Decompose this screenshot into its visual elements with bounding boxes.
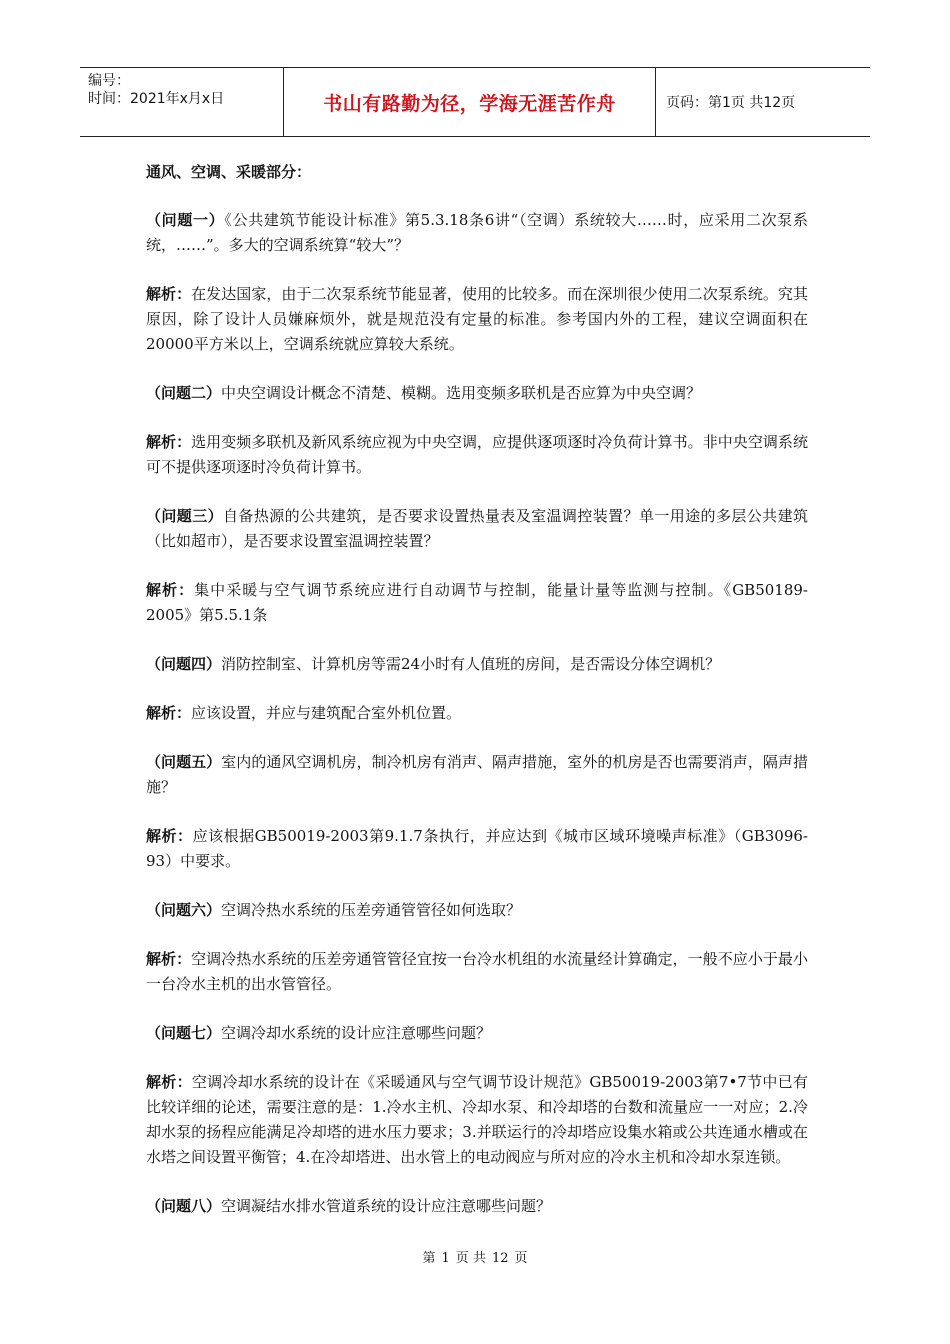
item-text: 室内的通风空调机房，制冷机房有消声、隔声措施，室外的机房是否也需要消声，隔声措施？ bbox=[146, 753, 808, 796]
item-label: （问题三） bbox=[146, 507, 224, 525]
question-3 bbox=[146, 504, 808, 554]
item-text: 应该根据GB50019-2003第9.1.7条执行，并应达到《城市区域环境噪声标准》（GB3096-93）中要求。 bbox=[146, 827, 808, 870]
answer-4 bbox=[146, 701, 808, 726]
page-header bbox=[80, 67, 870, 137]
item-text: 消防控制室、计算机房等需24小时有人值班的房间，是否需设分体空调机？ bbox=[221, 655, 721, 673]
item-text: 空调冷热水系统的压差旁通管管径宜按一台冷水机组的水流量经计算确定，一般不应小于最小一台冷水主机的出水管管径。 bbox=[146, 950, 808, 993]
question-4 bbox=[146, 652, 808, 677]
item-label: （问题六） bbox=[146, 901, 222, 919]
item-label: （问题七） bbox=[146, 1024, 222, 1042]
answer-3 bbox=[146, 578, 808, 628]
answer-6 bbox=[146, 947, 808, 997]
date-label: 时间：2021年x月x日 bbox=[88, 91, 225, 107]
header-left-cell bbox=[80, 68, 283, 136]
question-2 bbox=[146, 381, 808, 406]
item-text: 空调冷却水系统的设计在《采暖通风与空气调节设计规范》GB50019-2003第7•7节中已有比较详细的论述，需要注意的是：1.冷水主机、冷却水泵、和冷却塔的台数和流量应一一对应；2.冷却水泵的扬程应能满足冷却塔的进水压力要求；3.并联运行的冷却塔应设集水箱或公共连通水槽或在水塔之间设置平衡管；4.在冷却塔进、出水管上的电动阀应与所对应的冷水主机和冷却水泵连锁。 bbox=[146, 1073, 808, 1166]
item-text: 集中采暖与空气调节系统应进行自动调节与控制，能量计量等监测与控制。《GB50189-2005》第5.5.1条 bbox=[146, 581, 808, 624]
document-body bbox=[146, 160, 808, 1243]
item-label: （问题二） bbox=[146, 384, 222, 402]
page-footer bbox=[0, 1247, 950, 1266]
footer-page-total: 12 bbox=[491, 1251, 509, 1266]
footer-mid: 页 共 bbox=[455, 1251, 486, 1266]
item-label: （问题一） bbox=[146, 211, 225, 229]
question-8 bbox=[146, 1194, 808, 1219]
item-label: 解析： bbox=[146, 285, 192, 303]
item-text: 空调冷热水系统的压差旁通管管径如何选取？ bbox=[221, 901, 522, 919]
item-text: 选用变频多联机及新风系统应视为中央空调，应提供逐项逐时冷负荷计算书。非中央空调系统可不提供逐项逐时冷负荷计算书。 bbox=[146, 433, 808, 476]
question-1 bbox=[146, 208, 808, 258]
item-text: 空调冷却水系统的设计应注意哪些问题？ bbox=[221, 1024, 492, 1042]
item-text: 自备热源的公共建筑，是否要求设置热量表及室温调控装置？单一用途的多层公共建筑（比如超市），是否要求设置室温调控装置？ bbox=[146, 507, 808, 550]
footer-page-number: 1 bbox=[441, 1251, 450, 1266]
footer-prefix: 第 bbox=[422, 1251, 436, 1266]
question-5 bbox=[146, 750, 808, 800]
footer-suffix: 页 bbox=[514, 1251, 528, 1266]
answer-5 bbox=[146, 824, 808, 874]
item-label: 解析： bbox=[146, 581, 195, 599]
answer-2 bbox=[146, 430, 808, 480]
item-text: 应该设置，并应与建筑配合室外机位置。 bbox=[191, 704, 462, 722]
item-label: 解析： bbox=[146, 704, 192, 722]
item-label: 解析： bbox=[146, 433, 192, 451]
item-text: 在发达国家，由于二次泵系统节能显著，使用的比较多。而在深圳很少使用二次泵系统。究其原因，除了设计人员嫌麻烦外，就是规范没有定量的标准。参考国内外的工程，建议空调面积在20000平方米以上，空调系统就应算较大系统。 bbox=[146, 285, 808, 353]
answer-7 bbox=[146, 1070, 808, 1170]
number-label: 编号： bbox=[88, 73, 130, 89]
item-label: 解析： bbox=[146, 1073, 192, 1091]
item-label: 解析： bbox=[146, 827, 193, 845]
answer-1 bbox=[146, 282, 808, 357]
item-text: 空调凝结水排水管道系统的设计应注意哪些问题？ bbox=[221, 1197, 552, 1215]
item-label: （问题八） bbox=[146, 1197, 222, 1215]
item-label: （问题四） bbox=[146, 655, 222, 673]
header-motto: 书山有路勤为径，学海无涯苦作舟 bbox=[283, 68, 656, 136]
item-label: （问题五） bbox=[146, 753, 222, 771]
item-text: 《公共建筑节能设计标准》第5.3.18条6讲“（空调）系统较大……时，应采用二次泵系统，……”。多大的空调系统算“较大”？ bbox=[146, 211, 808, 254]
section-title: 通风、空调、采暖部分： bbox=[146, 163, 312, 181]
question-6 bbox=[146, 898, 808, 923]
question-7 bbox=[146, 1021, 808, 1046]
item-text: 中央空调设计概念不清楚、模糊。选用变频多联机是否应算为中央空调？ bbox=[221, 384, 702, 402]
item-label: 解析： bbox=[146, 950, 192, 968]
header-page-info: 页码：第1页 共12页 bbox=[666, 95, 796, 111]
